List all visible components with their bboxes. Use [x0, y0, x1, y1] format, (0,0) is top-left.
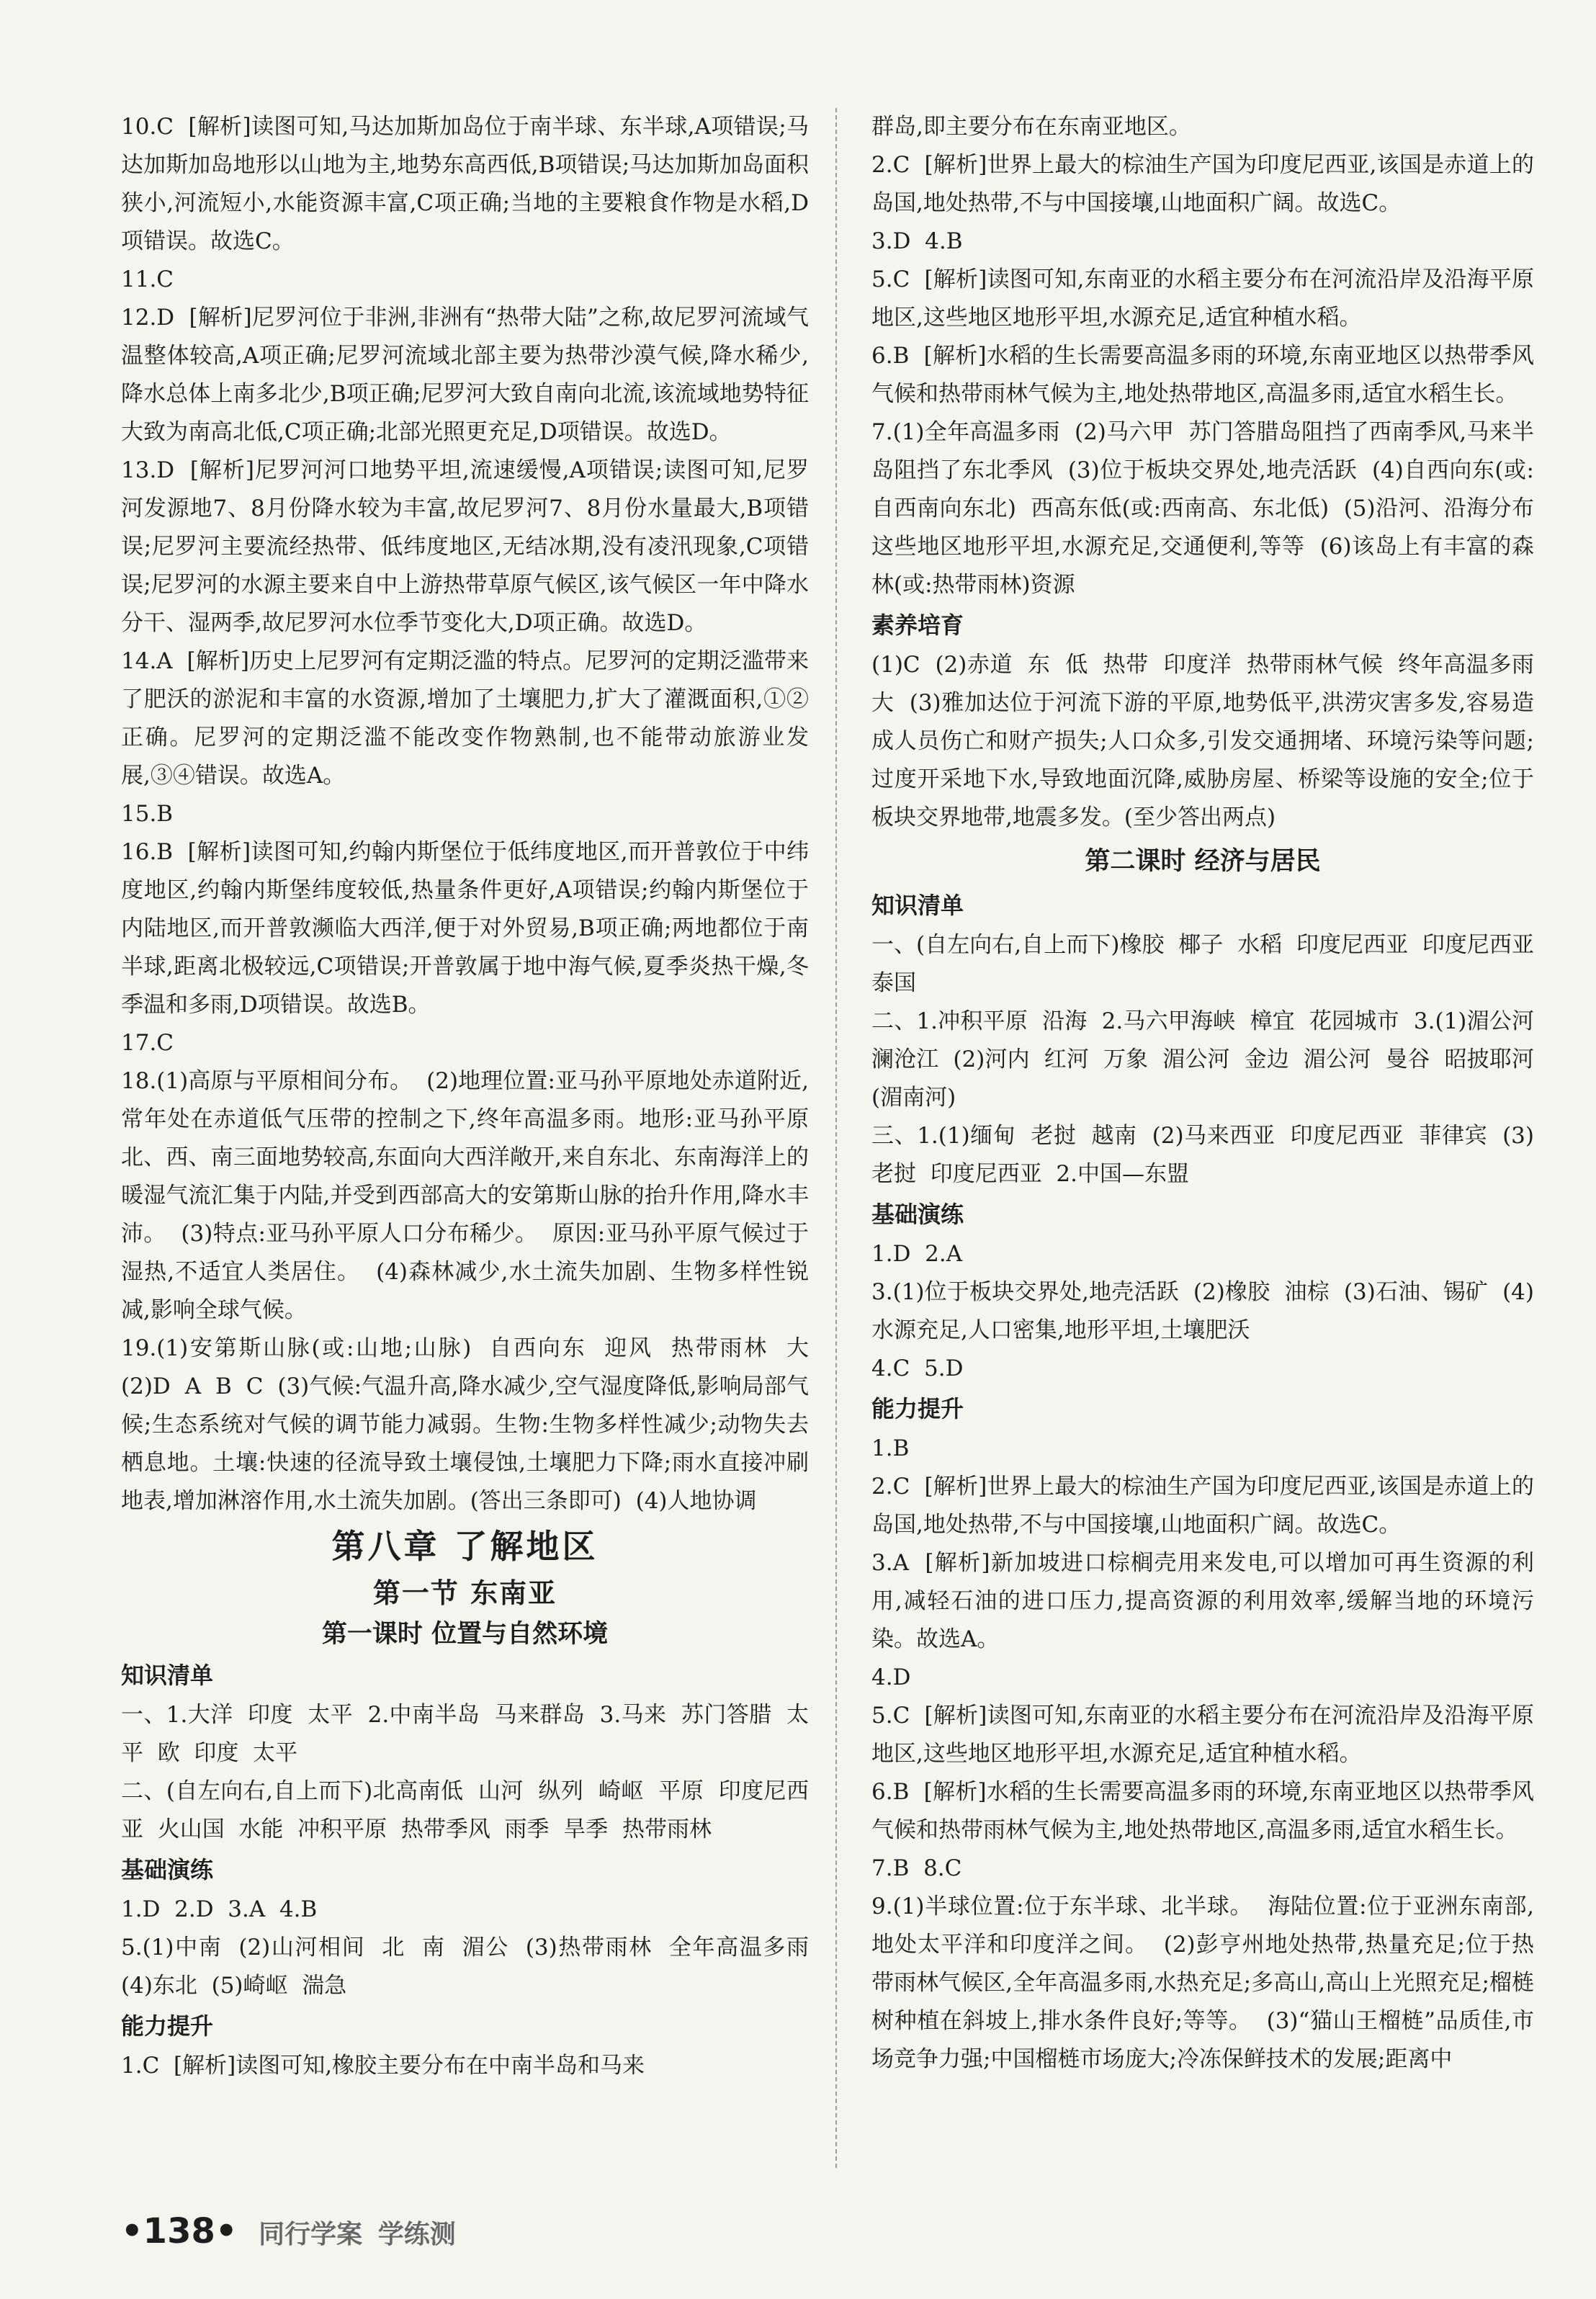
ability2-answer-4: 4.D: [871, 1664, 911, 1690]
ability-answer-5: 5.C [解析]读图可知,东南亚的水稻主要分布在河流沿岸及沿海平原地区,这些地区地形平坦,水源充足,适宜种植水稻。: [871, 266, 1534, 331]
ability2-answer-5: 5.C [解析]读图可知,东南亚的水稻主要分布在河流沿岸及沿海平原地区,这些地区地形平坦,水源充足,适宜种植水稻。: [871, 1703, 1534, 1767]
chapter-title: 第八章 了解地区: [331, 1527, 598, 1566]
heading-knowledge-list: 知识清单: [121, 1662, 214, 1689]
knowledge2-item-2: 二、1.冲积平原 沿海 2.马六甲海峡 樟宜 花园城市 3.(1)湄公河 澜沧江 (2)河内 红河 万象 湄公河 金边 湄公河 曼谷 昭披耶河(湄南河): [871, 1008, 1548, 1111]
ability2-answer-3: 3.A [解析]新加坡进口棕榈壳用来发电,可以增加可再生资源的利用,减轻石油的进口压力,提高资源的利用效率,缓解当地的环境污染。故选A。: [871, 1550, 1534, 1652]
ability2-answer-1: 1.B: [871, 1435, 910, 1461]
answer-q15: 15.B: [121, 801, 174, 827]
knowledge-item-1: 一、1.大洋 印度 太平 2.中南半岛 马来群岛 3.马来 苏门答腊 太平 欧 印度 太平: [121, 1702, 809, 1766]
book-subtitle: 学练测: [377, 2220, 456, 2249]
answer-q12: 12.D [解析]尼罗河位于非洲,非洲有“热带大陆”之称,故尼罗河流域气温整体较高,A项正确;尼罗河流域北部主要为热带沙漠气候,降水稀少,降水总体上南多北少,B项正确;尼罗河大致自南向北流,该流域地势特征大致为南高北低,C项正确;北部光照更充足,D项错误。故选D。: [121, 305, 809, 445]
ability2-answer-9: 9.(1)半球位置:位于东半球、北半球。 海陆位置:位于亚洲东南部,地处太平洋和印度洋之间。 (2)彭亨州地处热带,热量充足;位于热带雨林气候区,全年高温多雨,水热充足;多高山,高山上光照充足;榴梿树种植在斜坡上,排水条件良好;等等。 (3)“猫山王榴梿”品质佳,市场竞争力强;中国榴梿市场庞大;冷冻保鲜技术的发展;距离中: [871, 1894, 1534, 2072]
column-divider: [835, 108, 837, 2168]
answer-q16: 16.B [解析]读图可知,约翰内斯堡位于低纬度地区,而开普敦位于中纬度地区,约翰内斯堡纬度较低,热量条件更好,A项错误;约翰内斯堡位于内陆地区,而开普敦濒临大西洋,便于对外贸易,B项正确;两地都位于南半球,距离北极较远,C项错误;开普敦属于地中海气候,夏季炎热干燥,冬季温和多雨,D项错误。故选B。: [121, 839, 809, 1018]
ability-answer-1-cont: 群岛,即主要分布在东南亚地区。: [871, 114, 1191, 140]
ability2-answer-6: 6.B [解析]水稻的生长需要高温多雨的环境,东南亚地区以热带季风气候和热带雨林气候为主,地处热带地区,高温多雨,适宜水稻生长。: [871, 1779, 1534, 1843]
literacy-answer: (1)C (2)赤道 东 低 热带 印度洋 热带雨林气候 终年高温多雨 大 (3)雅加达位于河流下游的平原,地势低平,洪涝灾害多发,容易造成人员伤亡和财产损失;人口众多,引发交通拥堵、环境污染等问题;过度开采地下水,导致地面沉降,威胁房屋、桥梁等设施的安全;位于板块交界地带,地震多发。(至少答出两点): [871, 652, 1548, 830]
ability-answer-2: 2.C [解析]世界上最大的棕油生产国为印度尼西亚,该国是赤道上的岛国,地处热带,不与中国接壤,山地面积广阔。故选C。: [871, 152, 1534, 216]
basic-answer-5: 5.(1)中南 (2)山河相间 北 南 湄公 (3)热带雨林 全年高温多雨 (4)东北 (5)崎岖 湍急: [121, 1935, 823, 1999]
basic2-answers-1-2: 1.D 2.A: [871, 1241, 963, 1267]
book-title: 同行学案: [259, 2220, 363, 2249]
basic2-answers-4-5: 4.C 5.D: [871, 1355, 964, 1381]
heading-basic-practice: 基础演练: [121, 1856, 214, 1883]
heading-knowledge-list-2: 知识清单: [871, 892, 964, 919]
page-footer: [121, 2211, 456, 2251]
ability-answer-7: 7.(1)全年高温多雨 (2)马六甲 苏门答腊岛阻挡了西南季风,马来半岛阻挡了东北季风 (3)位于板块交界处,地壳活跃 (4)自西向东(或:自西南向东北) 西高东低(或:西南高、东北低) (5)沿河、沿海分布 这些地区地形平坦,水源充足,交通便利,等等 (6)该岛上有丰富的森林(或:热带雨林)资源: [871, 419, 1548, 598]
lesson-title-2: 第二课时 经济与居民: [1085, 847, 1321, 876]
heading-basic-practice-2: 基础演练: [871, 1201, 964, 1228]
knowledge2-item-3: 三、1.(1)缅甸 老挝 越南 (2)马来西亚 印度尼西亚 菲律宾 (3)老挝 印度尼西亚 2.中国—东盟: [871, 1123, 1534, 1187]
heading-literacy: 素养培育: [871, 611, 964, 639]
left-column: [121, 108, 823, 2085]
right-column: [871, 108, 1548, 2079]
basic-answers-1-4: 1.D 2.D 3.A 4.B: [121, 1896, 318, 1922]
ability2-answers-7-8: 7.B 8.C: [871, 1855, 962, 1881]
answer-q18: 18.(1)高原与平原相间分布。 (2)地理位置:亚马孙平原地处赤道附近,常年处在赤道低气压带的控制之下,终年高温多雨。地形:亚马孙平原北、西、南三面地势较高,东面向大西洋敞开,来自东北、东南海洋上的暖湿气流汇集于内陆,并受到西部高大的安第斯山脉的抬升作用,降水丰沛。 (3)特点:亚马孙平原人口分布稀少。 原因:亚马孙平原气候过于湿热,不适宜人类居住。 (4)森林减少,水土流失加剧、生物多样性锐减,影响全球气候。: [121, 1068, 809, 1323]
answer-q17: 17.C: [121, 1030, 174, 1056]
basic2-answer-3: 3.(1)位于板块交界处,地壳活跃 (2)橡胶 油棕 (3)石油、锡矿 (4)水源充足,人口密集,地形平坦,土壤肥沃: [871, 1279, 1534, 1343]
answer-q19: 19.(1)安第斯山脉(或:山地;山脉) 自西向东 迎风 热带雨林 大 (2)D A B C (3)气候:气温升高,降水减少,空气湿度降低,影响局部气候;生态系统对气候的调节能力减弱。生物:生物多样性减少;动物失去栖息地。土壤:快速的径流导致土壤侵蚀,土壤肥力下降;雨水直接冲刷地表,增加淋溶作用,水土流失加剧。(答出三条即可) (4)人地协调: [121, 1335, 823, 1514]
ability-answer-1: 1.C [解析]读图可知,橡胶主要分布在中南半岛和马来: [121, 2053, 645, 2079]
answer-q14: 14.A [解析]历史上尼罗河有定期泛滥的特点。尼罗河的定期泛滥带来了肥沃的淤泥和丰富的水资源,增加了土壤肥力,扩大了灌溉面积,①②正确。尼罗河的定期泛滥不能改变作物熟制,也不能带动旅游业发展,③④错误。故选A。: [121, 648, 809, 789]
answer-q13: 13.D [解析]尼罗河河口地势平坦,流速缓慢,A项错误;读图可知,尼罗河发源地7、8月份降水较为丰富,故尼罗河7、8月份水量最大,B项错误;尼罗河主要流经热带、低纬度地区,无结冰期,没有凌汛现象,C项错误;尼罗河的水源主要来自中上游热带草原气候区,该气候区一年中降水分干、湿两季,故尼罗河水位季节变化大,D项正确。故选D。: [121, 457, 809, 636]
heading-ability-improvement: 能力提升: [121, 2012, 214, 2040]
answer-q10: 10.C [解析]读图可知,马达加斯加岛位于南半球、东半球,A项错误;马达加斯加岛地形以山地为主,地势东高西低,B项错误;马达加斯加岛面积狭小,河流短小,水能资源丰富,C项正确;当地的主要粮食作物是水稻,D项错误。故选C。: [121, 114, 809, 254]
ability2-answer-2: 2.C [解析]世界上最大的棕油生产国为印度尼西亚,该国是赤道上的岛国,地处热带,不与中国接壤,山地面积广阔。故选C。: [871, 1474, 1534, 1538]
knowledge-item-2: 二、(自左向右,自上而下)北高南低 山河 纵列 崎岖 平原 印度尼西亚 火山国 水能 冲积平原 热带季风 雨季 旱季 热带雨林: [121, 1778, 809, 1842]
section-title: 第一节 东南亚: [372, 1577, 557, 1609]
page-number: •138•: [121, 2211, 238, 2251]
heading-ability-improvement-2: 能力提升: [871, 1395, 964, 1422]
ability-answers-3-4: 3.D 4.B: [871, 228, 963, 254]
ability-answer-6: 6.B [解析]水稻的生长需要高温多雨的环境,东南亚地区以热带季风气候和热带雨林气候为主,地处热带地区,高温多雨,适宜水稻生长。: [871, 343, 1534, 407]
answer-q11: 11.C: [121, 266, 174, 292]
lesson-title-1: 第一课时 位置与自然环境: [321, 1620, 609, 1649]
knowledge2-item-1: 一、(自左向右,自上而下)橡胶 椰子 水稻 印度尼西亚 印度尼西亚 泰国: [871, 932, 1548, 996]
